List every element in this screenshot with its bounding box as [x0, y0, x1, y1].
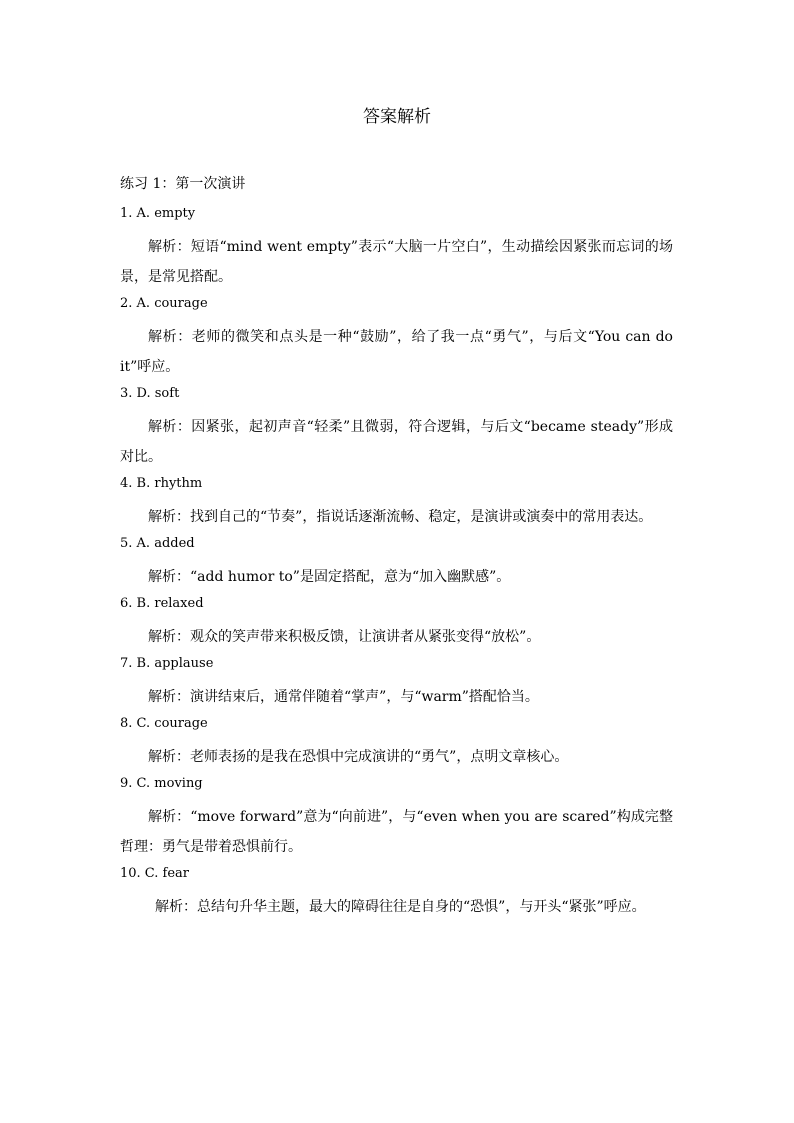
answer-choice: 9. C. moving [120, 776, 203, 791]
answer-item [120, 532, 673, 592]
answer-choice: 3. D. soft [120, 386, 180, 401]
answer-choice: 7. B. applause [120, 656, 214, 671]
answer-item [120, 202, 673, 292]
answer-analysis: 解析：观众的笑声带来积极反馈，让演讲者从紧张变得“放松”。 [148, 629, 541, 645]
answer-analysis: 解析：演讲结束后，通常伴随着“掌声”，与“warm”搭配恰当。 [148, 689, 539, 705]
answer-item [120, 712, 673, 772]
answer-analysis: 解析：“add humor to”是固定搭配，意为“加入幽默感”。 [148, 569, 511, 585]
answer-list [120, 202, 673, 922]
answer-analysis: 解析：总结句升华主题，最大的障碍往往是自身的“恐惧”，与开头“紧张”呼应。 [155, 899, 646, 915]
answer-choice: 6. B. relaxed [120, 596, 204, 611]
answer-choice: 5. A. added [120, 536, 195, 551]
section-heading: 练习 1：第一次演讲 [120, 176, 246, 192]
answer-choice: 4. B. rhythm [120, 476, 203, 491]
answer-choice: 2. A. courage [120, 296, 208, 311]
page-title: 答案解析 [363, 107, 431, 127]
answer-analysis: 解析：老师的微笑和点头是一种“鼓励”，给了我一点“勇气”，与后文“You can do it”呼应。 [120, 329, 673, 375]
answer-choice: 10. C. fear [120, 866, 190, 881]
answer-item [120, 772, 673, 862]
answer-item [120, 292, 673, 382]
answer-item [120, 472, 673, 532]
answer-item [120, 382, 673, 472]
answer-item [120, 592, 673, 652]
answer-item [120, 862, 673, 922]
answer-analysis: 解析：老师表扬的是我在恐惧中完成演讲的“勇气”，点明文章核心。 [148, 749, 569, 765]
answer-choice: 8. C. courage [120, 716, 208, 731]
answer-item [120, 652, 673, 712]
answer-analysis: 解析：因紧张，起初声音“轻柔”且微弱，符合逻辑，与后文“became steady”形成对比。 [120, 419, 673, 465]
answer-analysis: 解析：“move forward”意为“向前进”，与“even when you are scared”构成完整哲理：勇气是带着恐惧前行。 [120, 809, 673, 855]
answer-analysis: 解析：短语“mind went empty”表示“大脑一片空白”，生动描绘因紧张而忘词的场景，是常见搭配。 [120, 239, 673, 285]
answer-analysis: 解析：找到自己的“节奏”，指说话逐渐流畅、稳定，是演讲或演奏中的常用表达。 [148, 509, 653, 525]
answer-choice: 1. A. empty [120, 206, 196, 221]
